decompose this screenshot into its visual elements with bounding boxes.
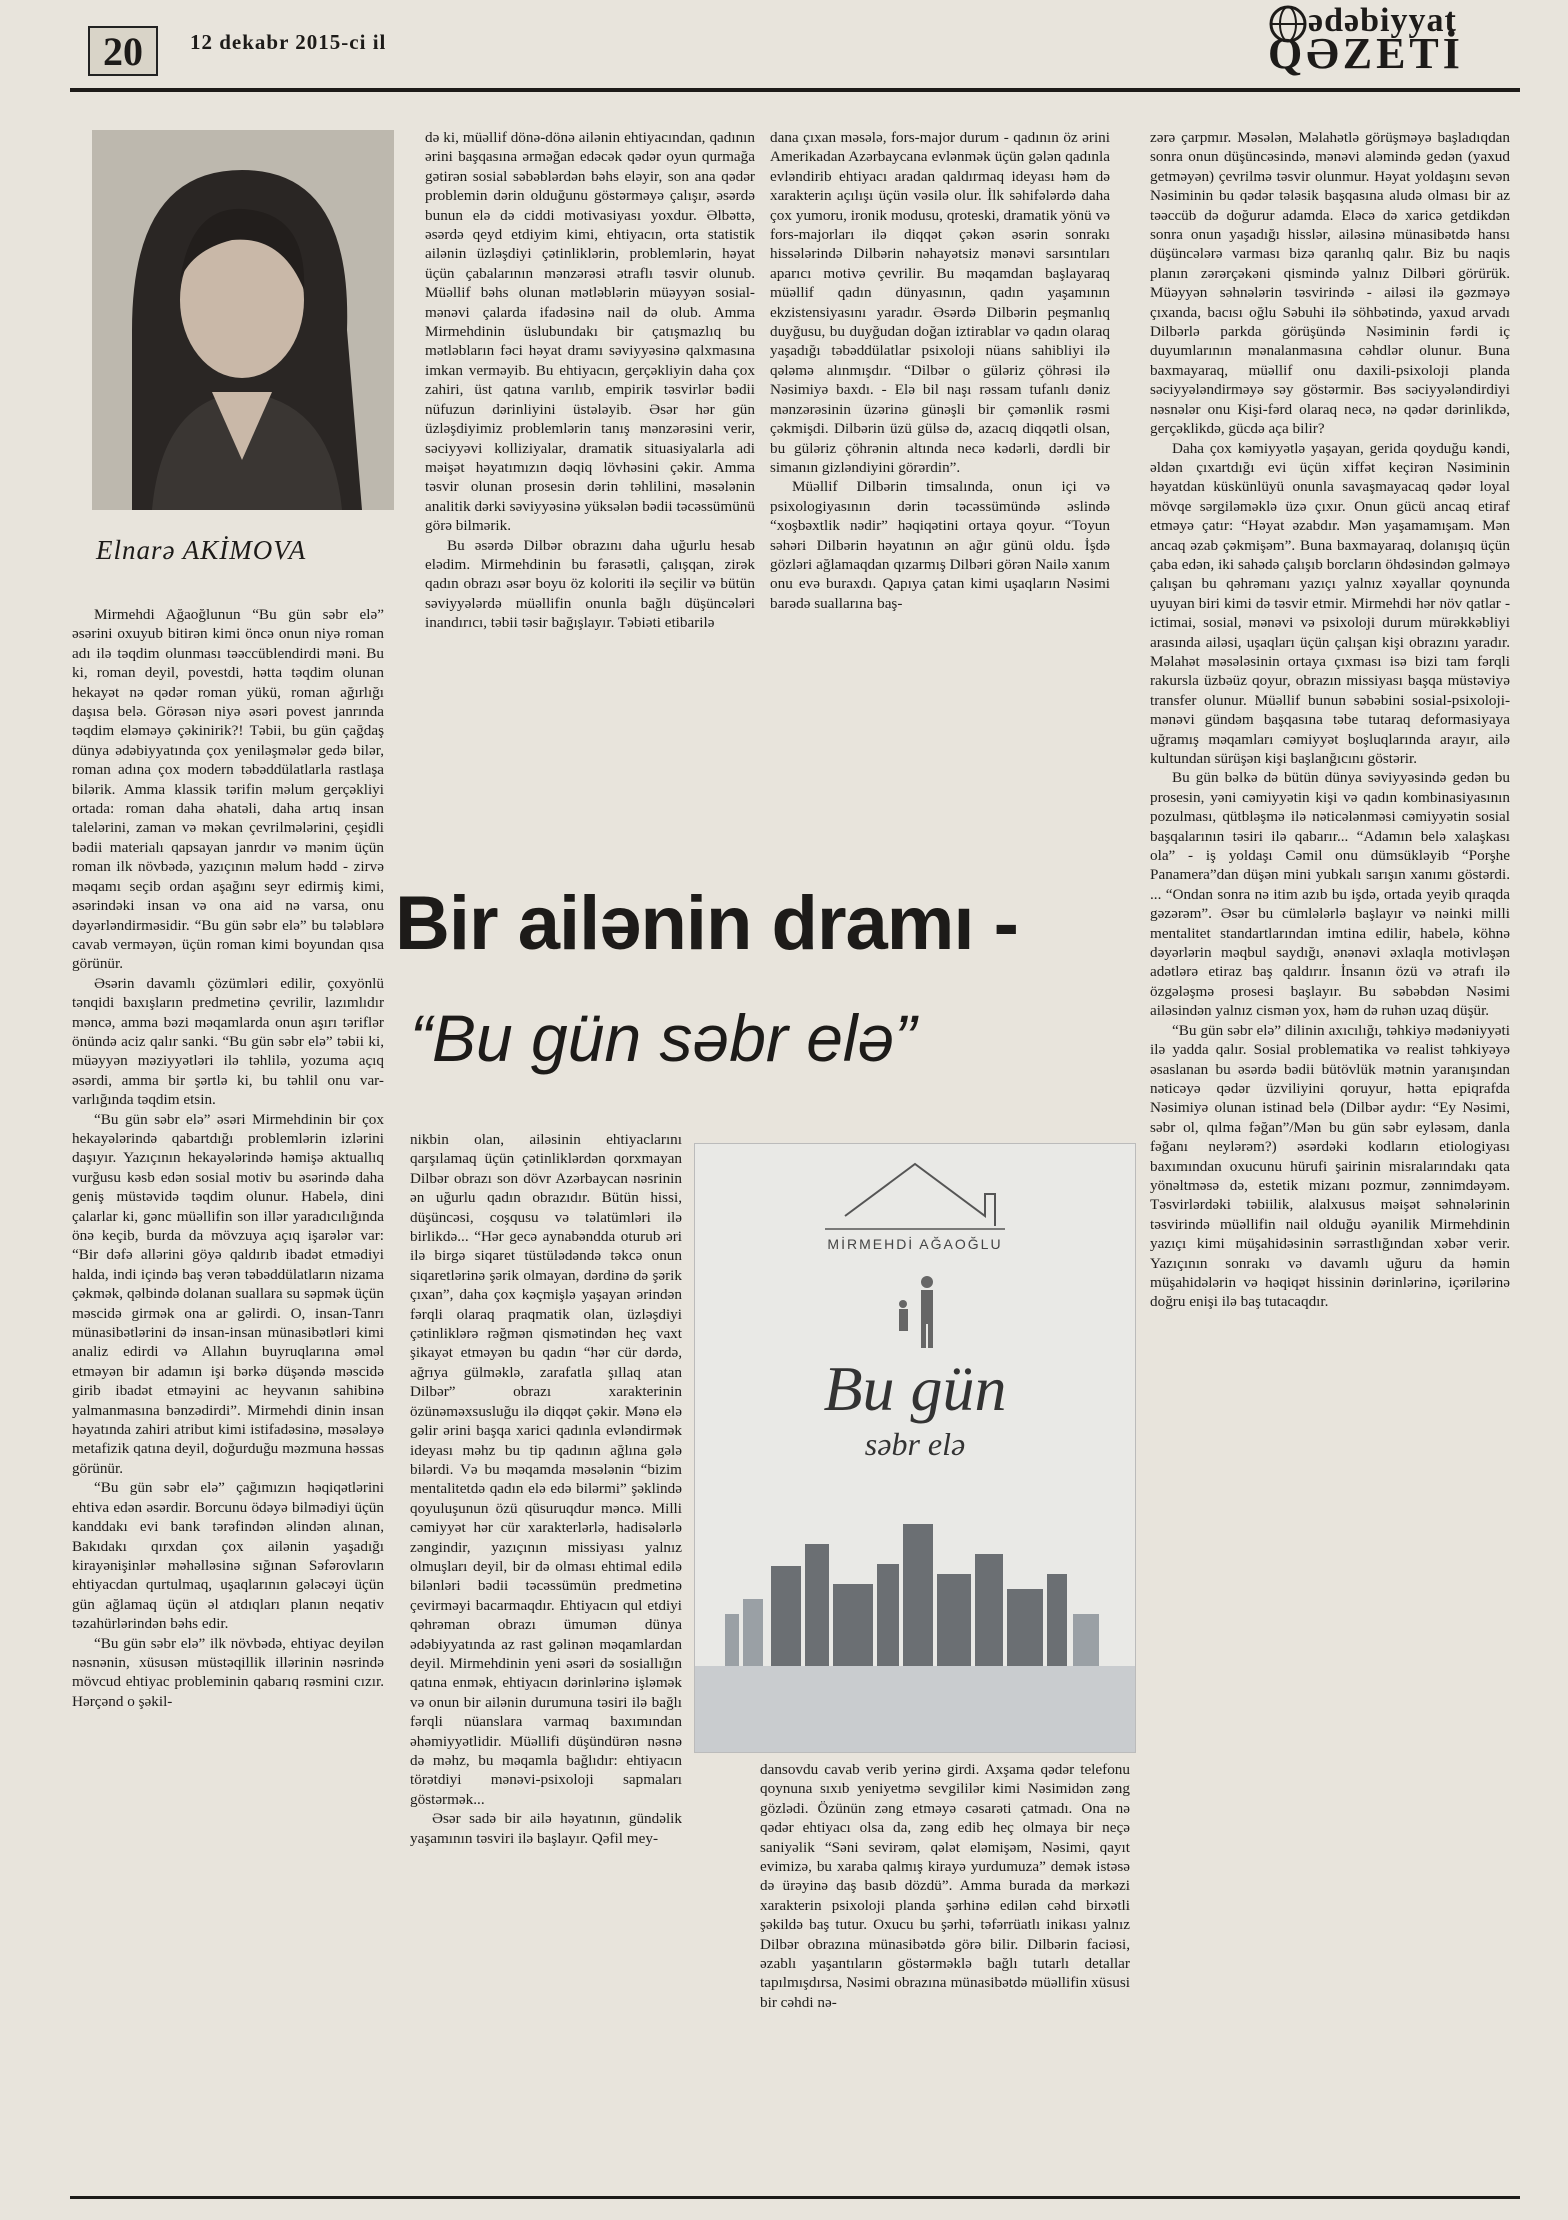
bottom-rule (70, 2196, 1520, 2199)
paragraph: nikbin olan, ailəsinin ehtiyaclarını qarşılamaq üçün çətinliklərdən qorxmayan Dilbər obrazı son dövr Azərbaycan nəsrinin ən uğurlu qadın obrazıdır. Bütün hissi, düşüncəsi, coşqusu və təlatümləri ilə birlikdə... “Hər gecə aynabəndda oturub əri ilə birgə siqaret tüstülədəndə təkcə onun siqaretlərinə şərik olmayan, dərdinə də şərik çıxan”, daha çox kəçmişlə yaşayan ərindən fərqli olaraq praqmatik olan, üzləşdiyi çətinliklərə rəğmən qismətindən heç vaxt şikayət etməyən bu qadın “hər cür dərdə, ağrıya gülməklə, zarafatla şıllaq atan Dilbər” obrazı xarakterinin özünəməxsusluğu ilə diqqət çəkir. Mənə elə gəlir ərini başqa xarici qadınla evləndirmək ideyası məhz bu tip qadının ağlına gələ bilərdi. Və bu məqamda məsələnin “bizim mentalitetdə qadın elə edə bilərmi” şəklində qoyuluşunun özü qüsuruqdur məncə. Milli cəmiyyət hər cür xarakterlərlə, hadisələrlə zəngindir, yazıçının missiyası yalnız olmuşları deyil, bir də olması ehtimal edilə bilənləri bədii təcəssümün predmetinə çevirməyi bacarmaqdır. Ehtiyacın qul etdiyi qəhrəman obrazı ümumən dünya ədəbiyyatında az rast gəlinən məqamlardan deyil. Mirmehdinin yeni əsəri də sosiallığın qatına enmək, ehtiyacın dərinlərinə işləmək və onun bir ailənin durumuna təsiri ilə bağlı fərqli nüanslara varmaq baxımından əhəmiyyətlidir. Müəllifi düşündürən nəsnə də məhz, bu məqamla bağlıdır: ehtiyacın törətdiyi mənəvi-psixoloji sapmaları göstərmək... (410, 1131, 682, 1808)
book-cover-image (694, 1143, 1136, 1753)
paragraph: Əsərin davamlı çözümləri edilir, çoxyönlü tənqidi baxışların predmetinə çevrilir, lazımlıdır məncə, amma bəzi məqamlarda onun aşırı təriflər önündə aciz qalır sanki. “Bu gün səbr elə” təbii ki, müəyyən məziyyətləri ilə təhlilə, yozuma açıq əsərdi, amma bir şərtlə ki, bu təhlil onu var-varlığında təqdim etsin. (72, 974, 384, 1109)
paragraph: “Bu gün səbr elə” çağımızın həqiqətlərini ehtiva edən əsərdir. Borcunu ödəyə bilmədiyi üçün kanddakı evi bank tərəfindən əlindən alınan, Bakıdakı qırxdan çox ailənin yaşadığı kirayənişinlər məhəlləsinə sığınan Səfərovların ehtiyacdan qurtulmaq, uşaqlarının gələcəyi üçün gün ağlamaq üçün əl atdıqları planın neqativ təzahürlərindən bəhs edir. (72, 1479, 384, 1633)
logo-line1: ədəbiyyat (1308, 2, 1457, 39)
author-name: Elnarə AKİMOVA (96, 535, 307, 565)
paragraph: Bu gün bəlkə də bütün dünya səviyyəsində gedən bu prosesin, yəni cəmiyyətin kişi və qadın kombinasiyasının pozulması, qütbləşmə ilə nəticələnməsi cəmiyyətin sosial başqalarının təsiri ilə qabarır... “Adamın belə xalaşkası ola” - iş yoldaşı Cəmil onu dümsükləyib “Porşhe Panamera”dan düşən mini yubkalı sarışın xanımı göstərdi. ... “Ondan sonra nə itim azıb bu işdə, ortada yeyib qıraqda gəzərəm”. Əsər bu cümlələrlə başlayır və nəinki milli mentalitet standartlarından imtina edilir, habelə, köhnə dəyərlərin məqbul saydığı, ənənəvi əxlaqla motivləşən adətlərə etiraz baş qaldırır. İnsanın özü və ətrafı ilə özgələşmə prosesi başlayır. Bu səbəbdən Nəsimi ailəsindən yalnız cismən yox, həm də ruhən uzaq düşür. (1150, 769, 1510, 1020)
newspaper-logo (1268, 2, 1518, 78)
book-title-line2: səbr elə (864, 1426, 966, 1462)
article-column-1 (72, 605, 384, 2185)
article-column-3-top (770, 128, 1110, 873)
paragraph: dana çıxan məsələ, fors-major durum - qadının öz ərini Amerikadan Azərbaycana evlənmək üçün gələn qadınla evləndirib ehtiyacı aradan qaldırmaq ideyası həm də xarakterin açılışı üçün vəsilə olur. İlk səhifələrdə daha çox yumoru, ironik modusu, qroteski, dramatik yönü və fors-majorları ilə diqqət çəkən əsərin sonrakı hissələrində Dilbərin nəhayətsiz mənəvi sarsıntıları aparıcı motivə çevrilir. Bu məqamdan başlayaraq müəllif qadın dünyasının, qadın yaşamının ekzistensiyasını yaradır. Əsərdə Dilbərin peşmanlıq duyğusu, bu duyğudan doğan iztirablar və qadın olaraq yaşadığı təbəddülatlar psixoloji nüans sahibliyi ilə qələmə alınmışdır. “Dilbər o güləriz çöhrəsi ilə Nəsimiyə baxdı. - Elə bil naşı rəssam tufanlı dəniz mənzərəsinin üzərinə günəşli bir çəmənlik rəsmi çəkmişdi. Dilbərin üzü gülsə də, azacıq diqqətli olsan, bu güləriz çöhrənin altında necə kədərli, dərdli bir simanın gizləndiyini görərdin”. (770, 129, 1110, 476)
paragraph: “Bu gün səbr elə” ilk növbədə, ehtiyac deyilən nəsnənin, xüsusən müstəqillik illərinin nəsrində mövcud ehtiyac probleminin qabarıq rəsmini cızır. Hərçənd o şəkil- (72, 1634, 384, 1710)
paragraph: Əsər sadə bir ailə həyatının, gündəlik yaşamının təsviri ilə başlayır. Qəfil mey- (410, 1810, 682, 1847)
issue-date: 12 dekabr 2015-ci il (190, 30, 387, 54)
top-rule (70, 88, 1520, 92)
paragraph: də ki, müəllif dönə-dönə ailənin ehtiyacından, qadının ərini başqasına ərməğan edəcək qədər oyun qurmağa gətirən sosial səbəblərdən bəhs eləyir, son ana qədər problemin dərin olduğunu göstərməyə çalışır, əsərdə bunun elə də ciddi motivasiyası yoxdur. Əlbəttə, əsərdə qeyd etdiyim kimi, ehtiyacın, orta statistik ailənin üzləşdiyi çətinliklərin, problemlərin, həyat üçün çabalarının mənzərəsi ətraflı təsvir olunub. Müəllif bəhs olunan mətləblərin müəyyən sosial-mənəvi çalarda ifadəsinə nail də olub. Amma Mirmehdinin üslubundakı bir çatışmazlıq bu mətləbların fəci həyat dramı səviyyəsinə qalxmasına imkan verməyib. Bu ehtiyacın, gerçəkliyin daha çox zahiri, üst qatına varılıb, empirik təsvirlər bədii nüfuzun dərinliyini üstələyib. Əsər hər gün üzləşdiyimiz problemlərin tanış mənzərəsini verir, səciyyəvi kolliziyalar, dramatik situasiyalarla adi məişət həyatımızın dəqiq lövhəsini çəkir. Amma təsvir olunan prosesin dərin təhlilini, məsələnin analitik dərki səviyyəsinə yüksələn bədii təcəssümünü görə bilmərik. (425, 129, 755, 535)
paragraph: zərə çarpmır. Məsələn, Məlahətlə görüşməyə başladıqdan sonra onun düşüncəsində, mənəvi aləmində gedən (yaxud getməyən) çevrilmə təsvir olunmur. Həyat yoldaşını sevən Nəsiminin bu qədər tələsik başqasına aludə olması bir az təəccüb də doğurur adamda. Eləcə də xaricə getdikdən sonra onun yaşadığı hisslər, ailəsinə münasibətdə hansı düşüncələrə varması bizə qaranlıq qalır. Biz bu naqis planın zərərçəkəni qismində yalnız Dilbəri görürük. Müəyyən səhnələrin təsvirində - ailəsi ilə gəzməyə çıxanda, bacısı oğlu Səbuhi ilə söhbətində, yaxud arvadı Dilbərlə parkda görüşündə Nəsiminin fərdi iç duyumlarının mənalanmasına cəhdlər olunur. Buna baxmayaraq, müəllif onu daxili-psixoloji planda səciyyələndirməyə səy göstərmir. Bəs səciyyələndirdiyi nəsnələr onu Kişi-fərd olaraq necə, nə qədər dərinlikdə, gerçəklikdə, gücdə aça bilir? (1150, 129, 1510, 438)
book-author: MİRMEHDİ AĞAOĞLU (827, 1236, 1003, 1252)
logo-line2: QƏZETİ (1268, 29, 1464, 78)
paragraph: Bu əsərdə Dilbər obrazını daha uğurlu hesab elədim. Mirmehdinin bu fərasətli, çalışqan, zirək qadın obrazı əsər boyu öz koloriti ilə seçilir və bütün səviyyələrdə müəllifin onunla bağlı düşüncələri inandırıcı, təbii təsir bağışlayır. Təbiəti etibarilə (425, 536, 755, 632)
paragraph: Müəllif Dilbərin timsalında, onun içi və psixologiyasının dərin təcəssümündə əslində “xoşbəxtlik nədir” həqiqətini ortaya qoyur. “Toyun səhəri Dilbərin həyatının ən ağır günü oldu. İşdə gözləri ağlamaqdan qızarmış Dilbəri görən Nailə xanım onu evə buraxdı. Qapıya çatan kimi uşaqların Nəsimi barədə suallarına baş- (770, 478, 1110, 612)
headline-line1: Bir ailənin dramı - (395, 881, 1018, 966)
book-title-line1: Bu gün (823, 1353, 1007, 1424)
headline-line2: “Bu gün səbr elə” (410, 1001, 917, 1075)
paragraph: dansovdu cavab verib yerinə girdi. Axşama qədər telefonu qoynuna sıxıb yeniyetmə sevgililər kimi Nəsimidən zəng gözlədi. Özünün zəng etməyə cəsarəti çatmadı. Ona nə qədər ehtiyacı olsa da, zəng edib heç olmaya bir neçə saniyəlik “Səni sevirəm, qələt eləmişəm, Nəsimi, qayıt evimizə, bu xaraba qalmış kirayə yurdumuza” demək istəsə də ürəyinə daş basıb dözdü”. Amma burada da mərkəzi xarakterin psixoloji planda şərhinə edilən cəhd birxətli şəkildə baş tutur. Oxucu bu şərhi, təfərrüatlı inikası yalnız Dilbər obrazına münasibətdə görə bilir. Dilbərin faciəsi, əzablı yaşantıların göstərməklə bağlı tutarlı detallar tapılmışdırsa, Nəsimi obrazına münasibətdə müəllifin xüsusi bir cəhdi nə- (760, 1761, 1130, 2011)
author-photo (92, 130, 394, 510)
paragraph: “Bu gün səbr elə” əsəri Mirmehdinin bir çox hekayələrində qabartdığı problemlərin izlərini daşıyır. Yazıçının hekayələrində həmişə aktuallıq vurğusu kəsb edən sosial motiv bu əsərində daha geniş müstəvidə təqdim olunur. Habelə, dini çalarlar ki, gənc müəllifin son illər yaradıcılığında önə keçib, burda da mövzuya açıq işarələr var: “Bir dəfə allərini göyə qaldırıb ibadət etmədiyi halda, indi içində baş verən təbəddülatların nizama çəkmək, qəlbində dolanan suallara su səpmək üçün məscidə girmək ona ar gəlirdi. O, insan-Tanrı münasibətlərini də insan-insan münasibətləri kimi analiz edirdi və Allahın buyruqlarına əməl etməyən bir adamın işi bərkə düşəndə məscidə girib ibadət etməyini ac heyvanın sahibinə yalmanmasına bənzədirdi”. Mirmehdi dinin insan həyatında zahiri atribut kimi istifadəsinə, məsələyə metafizik qatına deyil, doğurduğu məzmuna həssas görünür. (72, 1110, 384, 1477)
article-column-2-bottom (410, 1130, 682, 2180)
article-column-3-bottom (760, 1760, 1130, 2180)
article-column-2-top (425, 128, 755, 873)
paragraph: “Bu gün səbr elə” dilinin axıcılığı, təhkiyə mədəniyyəti ilə yadda qalır. Sosial problematika və realist təhkiyəyə əsaslanan bu əsərdə bədii bütövlük mətnin yaranışından nəticəyə qədər üzviliyini qoruyur, hətta epiqrafda Nəsimiyə olunan istinad belə (Dilbər aydır: “Ey Nəsimi, səbr ol, qılma fəğan”/Mən bu gün səbr eyləsəm, danla fəğanı neylərəm?) əsərdəki kodların etiologiyası baxımından oxucunu hürufi şairinin misralarındakı qata yönəltməsə də, estetik mizanı pozmur, zənnimdəyəm. Təsvirlərdəki təbiilik, alalxusus məişət səhnələrinin təsvirində müəllifin nail olduğu əyanilik Mirmehdinin yazıçı kimi müşahidəsinin sərrastlığından xəbər verir. Yazıçının sonrakı və davamlı uğuru da həmin müşahidələrin və həqiqət hissinin dərinlərinə, içərilərinə doğru enişi ilə baş tutacaqdır. (1150, 1021, 1510, 1311)
paragraph: Daha çox kəmiyyətlə yaşayan, gerida qoyduğu kəndi, əldən çıxartdığı evi üçün xiffət keçirən Nəsiminin həyatdan küskünlüyü onunla savaşmayacaq qədər loyal mövqe sərgiləməklə üzə çıxır. Onun gücü ancaq etiraf etməyə çatır: “Həyat əzabdır. Mən yaşamamışam. Mən ancaq əzab çəkmişəm”. Buna baxmayaraq, dolanışıq üçün çaba edən, iki sahədə çalışıb borcların öhdəsindən gəlməyə çalışan bu qəhrəmanı yazıçı yalnız xəyallar qoynunda uyuyan biri kimi də təsvir etmir. Mirmehdi hər növ qatlar - ictimai, sosial, mənəvi və psixoloji durum mürəkkəbliyi arasında ailəsi, uşaqları üçün çalışan kişi obrazını yaradır. Məlahət məsələsinin ortaya çıxması isə bizi tam fərqli rakursla üzbəüz qoyur, obrazın missiyası başqa müstəviyə transfer olunur. Müəllif bunun səbəbini sosial-psixoloji-mənəvi gündəm başqasına təbe tutaraq deformasiyaya uğramış məqamları cəmiyyət boşluqlarında arayır, ailə kultundan sürüşən kişi başlanğıcını göstərir. (1150, 439, 1510, 767)
article-column-4 (1150, 128, 1510, 2178)
paragraph: Mirmehdi Ağaoğlunun “Bu gün səbr elə” əsərini oxuyub bitirən kimi öncə onun niyə roman adı ilə təqdim olunması təəccüblendirdi məni. Bu ki, roman deyil, povestdi, hətta təqdim olunan hekayət nə qədər roman yükü, roman ağırlığı daşısa belə. Görəsən niyə əsəri povest janrında təqdim eləməyə çəkinirik?! Təbii, bu gün çağdaş dünya ədəbiyyatında çox yeniləşmələr gedə bilər, roman adına çox modern təbəddülatlarla rastlaşa bilərik. Amma klassik tərifin məlum gerçəkliyi ortada: roman daha əhatəli, daha artıq insan talelərini, zaman və məkan çevrilmələrini, çeşidli bədii materialı qapsayan janrdır və mənim üçün roman ilk növbədə, yazıçının məlum hədd - zirvə məqamı seçib ordan aşağını seyr edirmiş kimi, əsərindəki insan və ona aid nə varsa, onu dəyərləndirməsidir. “Bu gün səbr elə” bu tələblərə cavab verməyən, üçün roman kimi boyundan qısa görünür. (72, 606, 384, 973)
page-number: 20 (88, 26, 158, 76)
